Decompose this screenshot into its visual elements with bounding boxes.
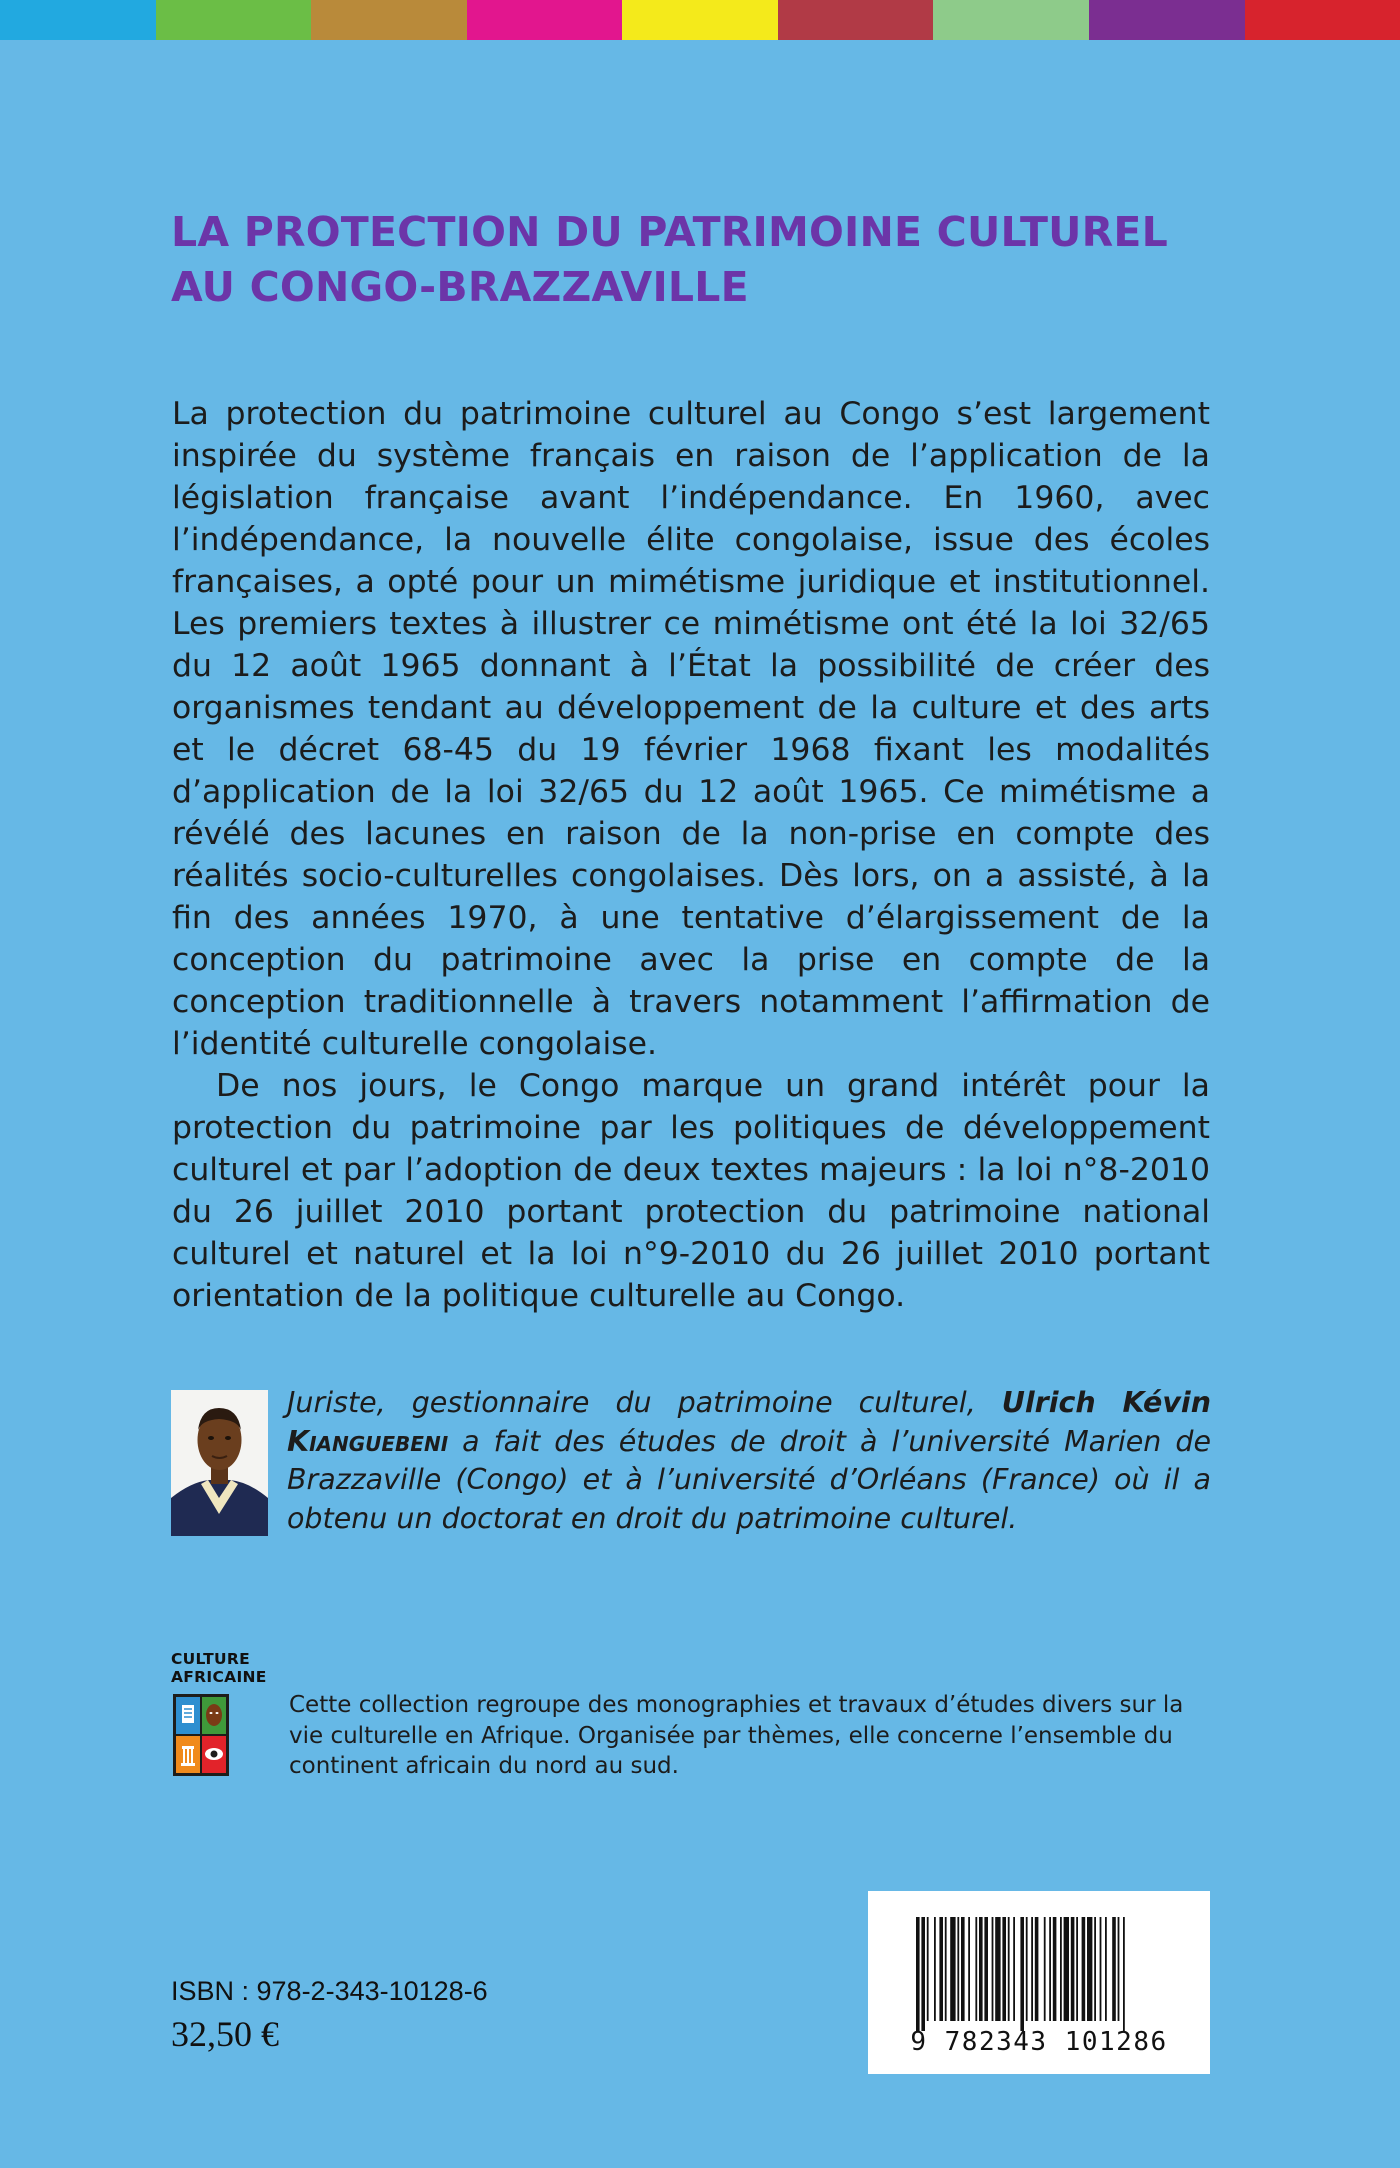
collection-label-line-2: AFRICAINE xyxy=(171,1668,267,1686)
color-band-segment xyxy=(1089,0,1245,40)
title-line-1: LA PROTECTION DU PATRIMOINE CULTUREL xyxy=(171,208,1168,256)
culture-africaine-logo-icon xyxy=(173,1694,229,1776)
color-band-segment xyxy=(622,0,778,40)
collection-description: Cette collection regroupe des monographies et travaux d’études divers sur la vie culturelle en Afrique. Organisée par thèmes, elle concerne l’ensemble du continent africain du nord au sud. xyxy=(289,1692,1184,1779)
isbn-price-block xyxy=(171,1976,488,2055)
bio-intro-text: Juriste, gestionnaire du patrimoine culturel, xyxy=(287,1386,1002,1419)
color-band-segment xyxy=(0,0,156,40)
author-last-name: Kianguebeni xyxy=(287,1424,449,1458)
summary-paragraph-1: La protection du patrimoine culturel au Congo s’est largement inspirée du système français en raison de l’application de la législation française avant l’indépendance. En 1960, avec l’indépendance, la nouvelle élite congolaise, issue des écoles françaises, a opté pour un mimétisme juridique et institutionnel. Les premiers textes à illustrer ce mimétisme ont été la loi 32/65 du 12 août 1965 donnant à l’État la possibilité de créer des organismes tendant au développement de la culture et des arts et le décret 68-45 du 19 février 1968 fixant les modalités d’application de la loi 32/65 du 12 août 1965. Ce mimétisme a révélé des lacunes en raison de la non-prise en compte des réalités socio-culturelles congolaises. Dès lors, on a assisté, à la fin des années 1970, à une tentative d’élargissement de la conception du patrimoine avec la prise en compte de la conception traditionnelle à travers notamment l’affirmation de l’identité culturelle congolaise. xyxy=(172,396,1210,1062)
author-bio xyxy=(287,1384,1211,1538)
barcode-bars xyxy=(916,1917,1170,2031)
summary-paragraph-2: De nos jours, le Congo marque un grand intérêt pour la protection du patrimoine par les politiques de développement culturel et par l’adoption de deux textes majeurs : la loi n°8-2010 du 26 juillet 2010 portant protection du patrimoine national culturel et naturel et la loi n°9-2010 du 26 juillet 2010 portant orientation de la politique culturelle au Congo. xyxy=(172,1068,1210,1314)
color-band-segment xyxy=(467,0,623,40)
bio-rest-text: a fait des études de droit à l’université Marien de Brazzaville (Congo) et à l’université d’Orléans (France) où il a obtenu un doctorat en droit du patrimoine culturel. xyxy=(287,1424,1211,1535)
color-band-segment xyxy=(778,0,934,40)
collection-label xyxy=(171,1650,291,1686)
color-band-segment xyxy=(933,0,1089,40)
color-band-segment xyxy=(1245,0,1400,40)
barcode xyxy=(868,1891,1210,2074)
isbn: ISBN : 978-2-343-10128-6 xyxy=(171,1976,488,2006)
book-title xyxy=(171,205,1251,315)
price: 32,50 € xyxy=(171,2014,279,2054)
barcode-digits: 9 782343 101286 xyxy=(910,2027,1168,2057)
color-band-segment xyxy=(311,0,467,40)
color-band xyxy=(0,0,1400,40)
collection-label-line-1: CULTURE xyxy=(171,1650,251,1668)
author-photo xyxy=(171,1390,268,1536)
title-line-2: AU CONGO-BRAZZAVILLE xyxy=(171,263,749,311)
author-first-name: Ulrich Kévin xyxy=(1001,1386,1211,1419)
color-band-segment xyxy=(156,0,312,40)
book-summary xyxy=(172,393,1210,1317)
